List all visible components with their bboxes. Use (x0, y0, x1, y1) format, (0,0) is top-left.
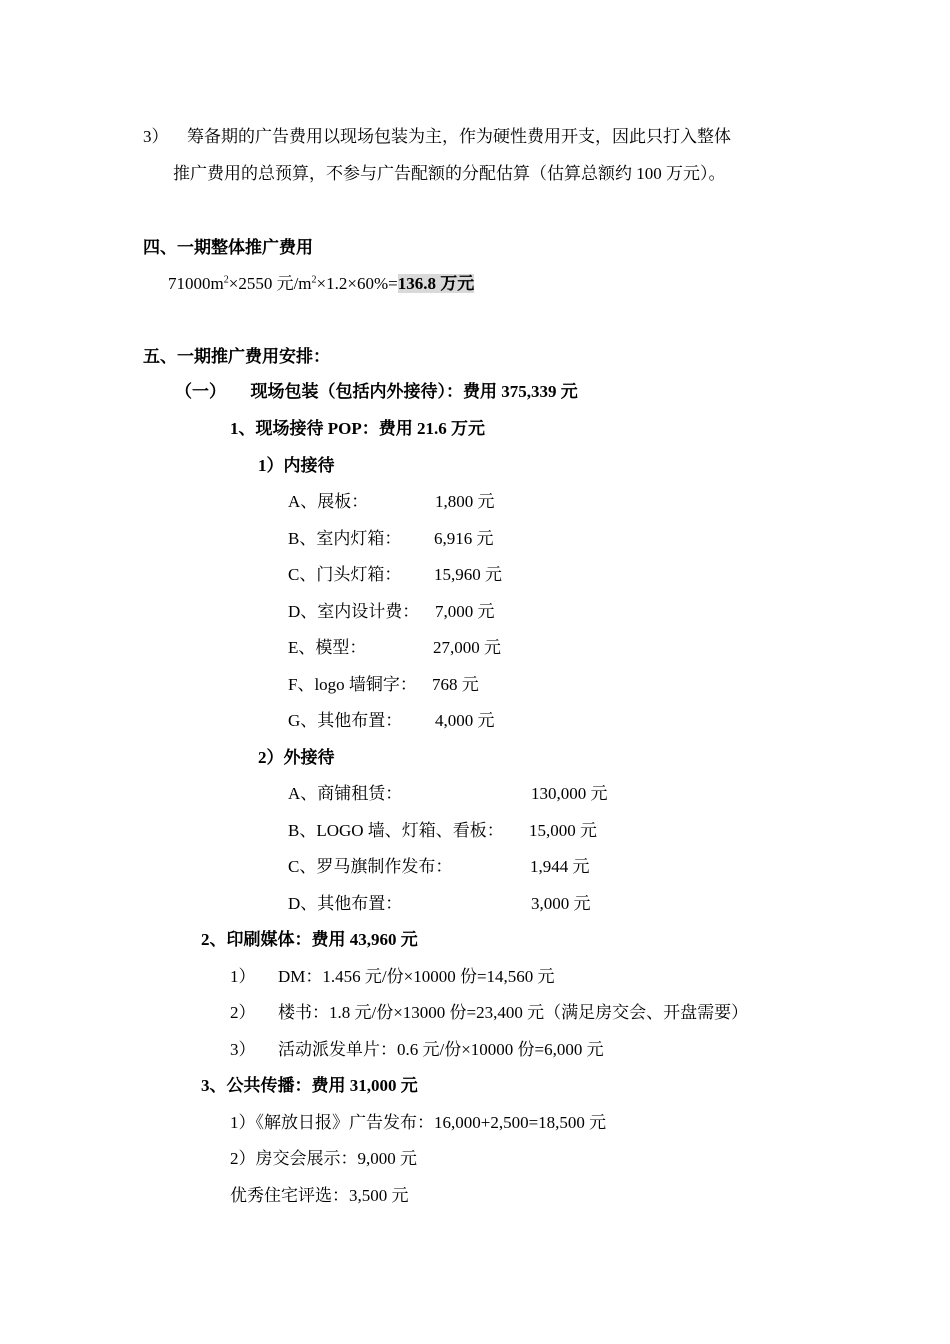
intro-item3-line2: 推广费用的总预算，不参与广告配额的分配估算（估算总额约 100 万元）。 (173, 164, 726, 183)
intro-item3-text: 筹备期的广告费用以现场包装为主，作为硬性费用开支，因此只打入整体 (187, 127, 731, 146)
inner-item-name: G、其他布置： (288, 711, 403, 730)
formula-part-c: ×1.2×60%= (316, 274, 398, 293)
section5-heading: 五、一期推广费用安排： (143, 347, 330, 366)
inner-item-value: 4,000 元 (435, 711, 495, 730)
inner-item-name: C、门头灯箱： (288, 565, 402, 584)
inner-item-name: A、展板： (288, 492, 369, 511)
inner-heading: 1）内接待 (258, 456, 335, 475)
formula-sup-2: 2 (311, 274, 317, 286)
inner-item (288, 491, 368, 513)
outer-item-value: 15,000 元 (529, 821, 597, 840)
pr-heading: 3、公共传播：费用 31,000 元 (201, 1076, 418, 1095)
formula-sup-1: 2 (223, 274, 229, 286)
inner-item-name: F、logo 墙铜字： (288, 675, 417, 694)
section4-formula (168, 273, 474, 295)
inner-item-name: D、室内设计费： (288, 602, 420, 621)
inner-item-value: 768 元 (432, 675, 479, 694)
part1-title: 现场包装（包括内外接待）：费用 375,339 元 (250, 382, 578, 401)
inner-item (288, 710, 402, 732)
print-item-text: 楼书：1.8 元/份×13000 份=23,400 元（满足房交会、开盘需要） (278, 1003, 749, 1022)
inner-item-value: 27,000 元 (433, 638, 501, 657)
outer-item (288, 893, 402, 915)
inner-item-value: 15,960 元 (434, 565, 502, 584)
intro-item3-line1 (143, 126, 731, 148)
print-item-num: 1） (230, 967, 256, 986)
inner-item (288, 528, 401, 550)
formula-result: 136.8 万元 (397, 274, 475, 293)
print-item-text: DM：1.456 元/份×10000 份=14,560 元 (278, 967, 555, 986)
pr-item: 优秀住宅评选：3,500 元 (230, 1186, 409, 1205)
intro-item3-number: 3） (143, 127, 169, 146)
outer-item-name: C、罗马旗制作发布： (288, 857, 453, 876)
part1-heading (175, 381, 578, 403)
inner-item (288, 601, 419, 623)
section4-heading: 四、一期整体推广费用 (143, 238, 313, 257)
formula-part-b: ×2550 元/m (228, 274, 312, 293)
outer-item (288, 856, 452, 878)
inner-item (288, 637, 366, 659)
outer-item-name: A、商铺租赁： (288, 784, 403, 803)
print-item-num: 2） (230, 1003, 256, 1022)
pop-heading: 1、现场接待 POP：费用 21.6 万元 (230, 419, 485, 438)
inner-item-value: 7,000 元 (435, 602, 495, 621)
outer-item-value: 1,944 元 (530, 857, 590, 876)
outer-item-name: B、LOGO 墙、灯箱、看板： (288, 821, 504, 840)
outer-item (288, 783, 402, 805)
outer-item-name: D、其他布置： (288, 894, 403, 913)
pr-item: 2）房交会展示：9,000 元 (230, 1149, 417, 1168)
inner-item-name: B、室内灯箱： (288, 529, 402, 548)
print-heading: 2、印刷媒体：费用 43,960 元 (201, 930, 418, 949)
inner-item (288, 674, 417, 696)
inner-item-value: 1,800 元 (435, 492, 495, 511)
part1-label: （一） (175, 382, 226, 401)
print-item-num: 3） (230, 1040, 256, 1059)
inner-item-name: E、模型： (288, 638, 367, 657)
formula-part-a: 71000m (168, 274, 224, 293)
pr-item: 1）《解放日报》广告发布：16,000+2,500=18,500 元 (230, 1113, 607, 1132)
inner-item (288, 564, 401, 586)
outer-item (288, 820, 504, 842)
print-item-text: 活动派发单片：0.6 元/份×10000 份=6,000 元 (278, 1040, 604, 1059)
outer-item-value: 130,000 元 (531, 784, 608, 803)
outer-heading: 2）外接待 (258, 748, 335, 767)
inner-item-value: 6,916 元 (434, 529, 494, 548)
outer-item-value: 3,000 元 (531, 894, 591, 913)
